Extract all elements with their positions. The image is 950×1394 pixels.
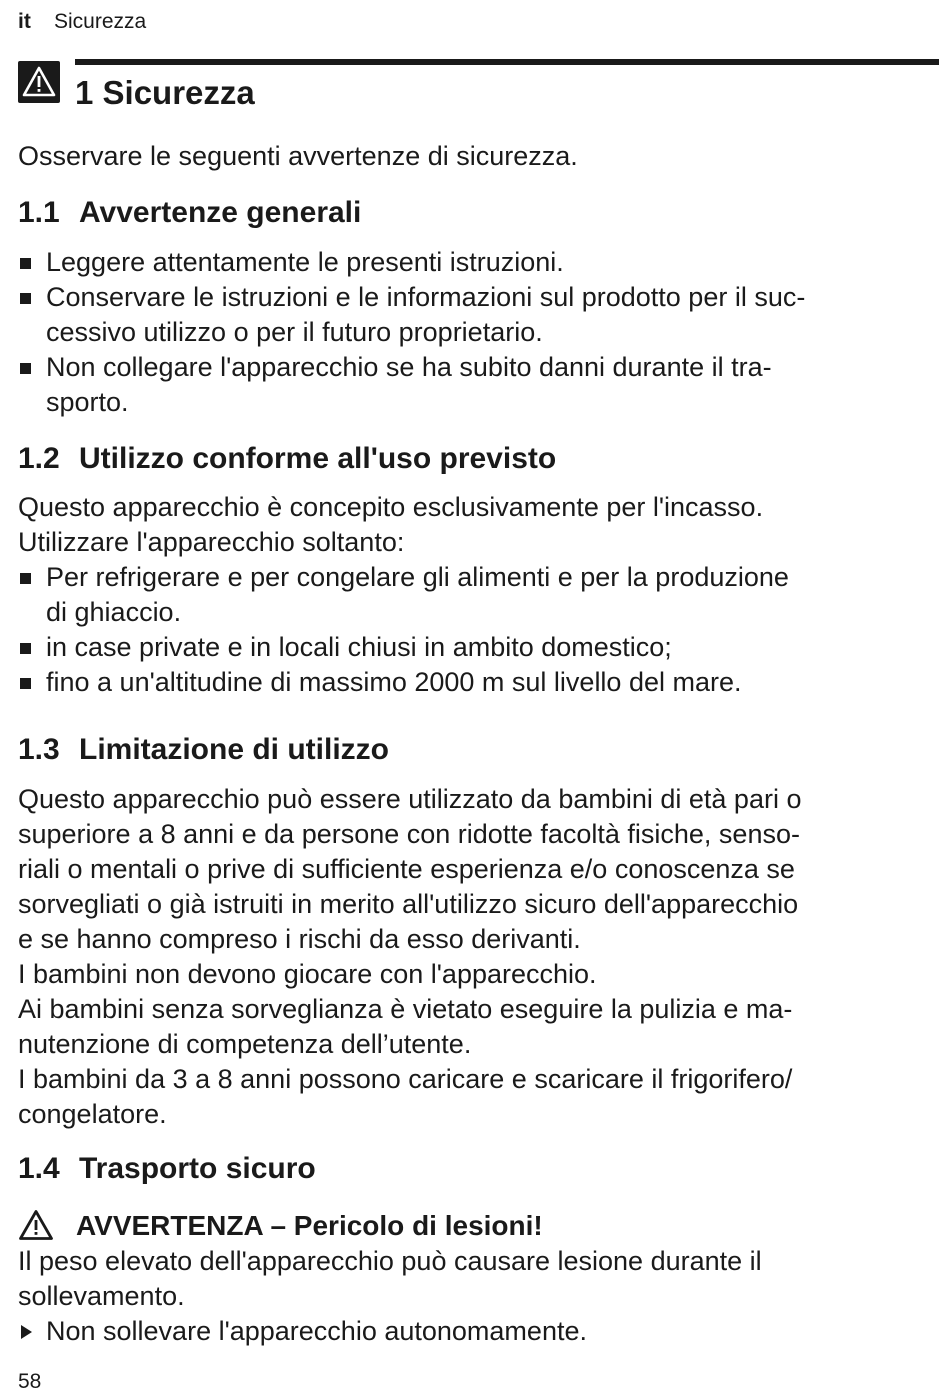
paragraph-line: I bambini da 3 a 8 anni possono caricare e scaricare il frigorifero/	[18, 1064, 793, 1094]
bullet-icon	[20, 643, 31, 654]
warning-triangle-icon	[18, 61, 60, 103]
heading-1-2	[18, 441, 556, 477]
action-step-text: Non sollevare l'apparecchio autonomamente.	[46, 1316, 587, 1346]
heading-text: Limitazione di utilizzo	[79, 733, 389, 766]
page-number: 58	[18, 1370, 42, 1393]
paragraph-line: Ai bambini senza sorveglianza è vietato eseguire la pulizia e ma-	[18, 994, 793, 1024]
paragraph	[18, 782, 943, 1132]
paragraph-line: sollevamento.	[18, 1281, 185, 1311]
heading-1-4	[18, 1151, 316, 1187]
paragraph-line: nutenzione di competenza dell’utente.	[18, 1029, 472, 1059]
paragraph-line: Utilizzare l'apparecchio soltanto:	[18, 527, 405, 557]
paragraph-line: riali o mentali o prive di sufficiente esperienza e/o conoscenza se	[18, 854, 795, 884]
list-item-text: Leggere attentamente le presenti istruzioni.	[46, 247, 564, 277]
heading-text: Avvertenze generali	[79, 196, 362, 229]
bullet-icon	[20, 573, 31, 584]
heading-number: 1.4	[18, 1152, 60, 1185]
header-language: it	[18, 10, 31, 33]
warning-triangle-icon	[18, 1209, 54, 1241]
heading-1-3	[18, 732, 389, 768]
paragraph-line: I bambini non devono giocare con l'apparecchio.	[18, 959, 597, 989]
heading-text: Trasporto sicuro	[79, 1152, 316, 1185]
heading-number: 1.2	[18, 442, 60, 475]
paragraph-line: congelatore.	[18, 1099, 167, 1129]
bullet-icon	[20, 678, 31, 689]
bullet-icon	[20, 293, 31, 304]
paragraph-line: sorvegliati o già istruiti in merito all'utilizzo sicuro dell'apparecchio	[18, 889, 799, 919]
title-rule	[75, 59, 939, 65]
paragraph	[18, 490, 943, 560]
list-item-text: Non collegare l'apparecchio se ha subito danni durante il tra-	[46, 352, 772, 382]
list-item-text: di ghiaccio.	[46, 597, 182, 627]
bullet-icon	[20, 363, 31, 374]
page-title: 1 Sicurezza	[75, 74, 255, 111]
bullet-icon	[20, 258, 31, 269]
paragraph-line: superiore a 8 anni e da persone con ridotte facoltà fisiche, senso-	[18, 819, 800, 849]
paragraph-line: e se hanno compreso i rischi da esso derivanti.	[18, 924, 581, 954]
heading-number: 1.3	[18, 733, 60, 766]
heading-text: Utilizzo conforme all'uso previsto	[79, 442, 557, 475]
list-item-text: in case private e in locali chiusi in ambito domestico;	[46, 632, 672, 662]
list-item-text: sporto.	[46, 387, 129, 417]
list-item-text: Per refrigerare e per congelare gli alimenti e per la produzione	[46, 562, 789, 592]
paragraph	[18, 1244, 943, 1314]
arrow-right-icon	[21, 1325, 32, 1339]
intro-text: Osservare le seguenti avvertenze di sicurezza.	[18, 141, 578, 171]
header-section: Sicurezza	[54, 10, 147, 33]
paragraph-line: Il peso elevato dell'apparecchio può causare lesione durante il	[18, 1246, 762, 1276]
paragraph-line: Questo apparecchio può essere utilizzato da bambini di età pari o	[18, 784, 802, 814]
heading-number: 1.1	[18, 196, 60, 229]
list-item-text: Conservare le istruzioni e le informazioni sul prodotto per il suc-	[46, 282, 806, 312]
paragraph-line: Questo apparecchio è concepito esclusivamente per l'incasso.	[18, 492, 764, 522]
list-item-text: fino a un'altitudine di massimo 2000 m sul livello del mare.	[46, 667, 742, 697]
list-item-text: cessivo utilizzo o per il futuro proprietario.	[46, 317, 543, 347]
heading-1-1	[18, 195, 361, 231]
warning-title: AVVERTENZA – Pericolo di lesioni!	[76, 1210, 543, 1241]
